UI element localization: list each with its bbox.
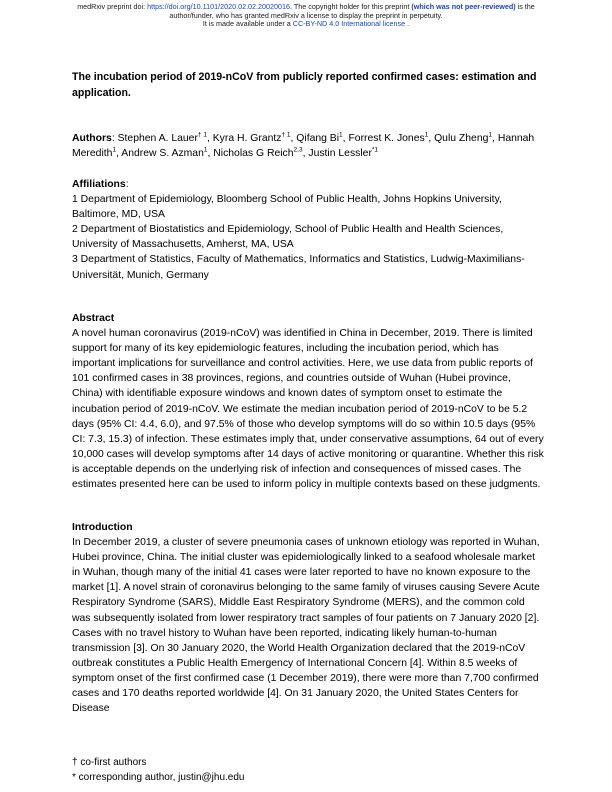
author <box>296 133 342 144</box>
doi-link[interactable]: https://doi.org/10.1101/2020.02.02.20020016 <box>147 2 291 11</box>
author-name: Kyra H. Grantz <box>212 133 282 144</box>
authors-block <box>72 131 544 161</box>
author-affiliation-marker: 1 <box>112 146 117 154</box>
introduction-heading: Introduction <box>72 522 133 533</box>
author-name: Stephen A. Lauer <box>117 133 198 144</box>
author-name: Hannah Meredith <box>72 133 535 160</box>
banner-license-prefix: It is made available under a <box>202 19 293 29</box>
author-name: Andrew S. Azman <box>121 148 204 160</box>
banner-line-3 <box>20 20 592 29</box>
authors-colon: : <box>111 133 118 144</box>
author-name: Forrest K. Jones <box>348 133 425 144</box>
co-first-footnote: † co-first authors <box>72 757 147 768</box>
preprint-banner <box>20 3 592 29</box>
banner-mid: . The copyright holder for this preprint <box>290 2 412 11</box>
corresponding-footnote: * corresponding author, justin@jhu.edu <box>72 771 245 783</box>
author-affiliation-marker: † 1 <box>197 131 207 139</box>
banner-line-2: author/funder, who has granted medRxiv a license to display the preprint in perpetuity. <box>169 10 443 20</box>
author-affiliation-marker: *1 <box>371 146 379 154</box>
author-affiliation-marker: 1 <box>488 131 493 139</box>
paper-title: The incubation period of 2019-nCoV from publicly reported confirmed cases: estimation and application. <box>72 71 537 99</box>
abstract-heading: Abstract <box>72 313 115 324</box>
author <box>121 148 207 159</box>
footnotes <box>72 756 544 785</box>
author-affiliation-marker: 1 <box>339 131 343 139</box>
abstract-section <box>72 311 544 492</box>
banner-license-suffix: . <box>405 19 410 29</box>
authors-label: Authors <box>72 133 112 144</box>
author-affiliation-marker: † 1 <box>281 131 291 139</box>
affiliations-colon: : <box>125 179 129 190</box>
banner-prefix: medRxiv preprint doi: <box>77 2 148 11</box>
affiliation-item: 1 Department of Epidemiology, Bloomberg School of Public Health, Johns Hopkins University, Baltimore, MD, USA <box>72 194 502 221</box>
affiliation-item: 2 Department of Biostatistics and Epidemiology, School of Public Health and Health Sciences, University of Massachusetts, Amherst, MA, USA <box>72 224 504 251</box>
affiliations-label: Affiliations <box>72 179 126 190</box>
affiliations-block <box>72 177 544 283</box>
author-name: Qifang Bi <box>296 133 340 144</box>
author <box>434 133 492 144</box>
introduction-section <box>72 520 544 716</box>
introduction-text: In December 2019, a cluster of severe pneumonia cases of unknown etiology was reported in Wuhan, Hubei province, China. The initial cluster was epidemiologically linked to a seafood wholesale market in Wuhan, though many of the initial 41 cases were later reported to have no known exposure to the market [1]. A novel strain of coronavirus belonging to the same family of viruses causing Severe Acute Respiratory Syndrome (SARS), Middle East Respiratory Syndrome (MERS), and the common cold was subsequently isolated from lower respiratory tract samples of four patients on 7 January 2020 [2]. Cases with no travel history to Wuhan have been reported, indicating likely human-to-human transmission [3]. On 30 January 2020, the World Health Organization declared that the 2019-nCoV outbreak constitutes a Public Health Emergency of International Concern [4]. Within 8.5 weeks of symptom onset of the first confirmed case (1 December 2019), there were more than 7,700 confirmed cases and 170 deaths reported worldwide [4]. On 31 January 2020, the United States Centers for Disease <box>72 537 540 715</box>
peer-review-notice: (which was not peer-reviewed) <box>411 2 516 11</box>
author <box>213 133 291 144</box>
license-link[interactable]: CC-BY-ND 4.0 International license <box>292 19 406 29</box>
author <box>348 133 428 144</box>
author-affiliation-marker: 1 <box>424 131 429 139</box>
banner-suffix: is the <box>515 2 535 11</box>
author-affiliation-marker: 2,3 <box>293 146 303 154</box>
affiliation-item: 3 Department of Statistics, Faculty of Mathematics, Informatics and Statistics, Ludwig-Maximilians-Universität, Munich, Germany <box>72 254 525 281</box>
author <box>308 148 378 159</box>
abstract-text: A novel human coronavirus (2019-nCoV) was identified in China in December, 2019. There is limited support for many of its key epidemiologic features, including the incubation period, which has important implications for surveillance and control activities. Here, we use data from public reports of 101 confirmed cases in 38 provinces, regions, and countries outside of Wuhan (Hubei province, China) with identifiable exposure windows and known dates of symptom onset to estimate the incubation period of 2019-nCoV. We estimate the median incubation period of 2019-nCoV to be 5.2 days (95% CI: 4.4, 6.0), and 97.5% of those who develop symptoms will do so within 10.5 days (95% CI: 7.3, 15.3) of infection. These estimates imply that, under conservative assumptions, 64 out of every 10,000 cases will develop symptoms after 14 days of active monitoring or quarantine. Whether this risk is acceptable depends on the underlying risk of infection and consequences of missed cases. The estimates presented here can be used to inform policy in multiple contexts based on these judgments. <box>72 328 544 491</box>
author-name: Nicholas G Reich <box>213 148 294 160</box>
author-name: Justin Lessler <box>308 148 372 160</box>
author <box>213 148 302 159</box>
author-list: Stephen A. Lauer$^{\dagger 1}$, Kyra H. Grantz$^{\dagger 1}$, Qifang Bi$^1$, Forrest K. Jones$^1$, Qulu Zheng$^1$, Hannah Meredith$^1$, Andrew S. Azman$^1$, Nicholas G Reich$^{2,3}$, Justin Lessler$^{*1}$ <box>72 131 535 160</box>
author-affiliation-marker: 1 <box>203 146 208 154</box>
author-name: Qulu Zheng <box>434 133 489 144</box>
author <box>118 133 207 144</box>
